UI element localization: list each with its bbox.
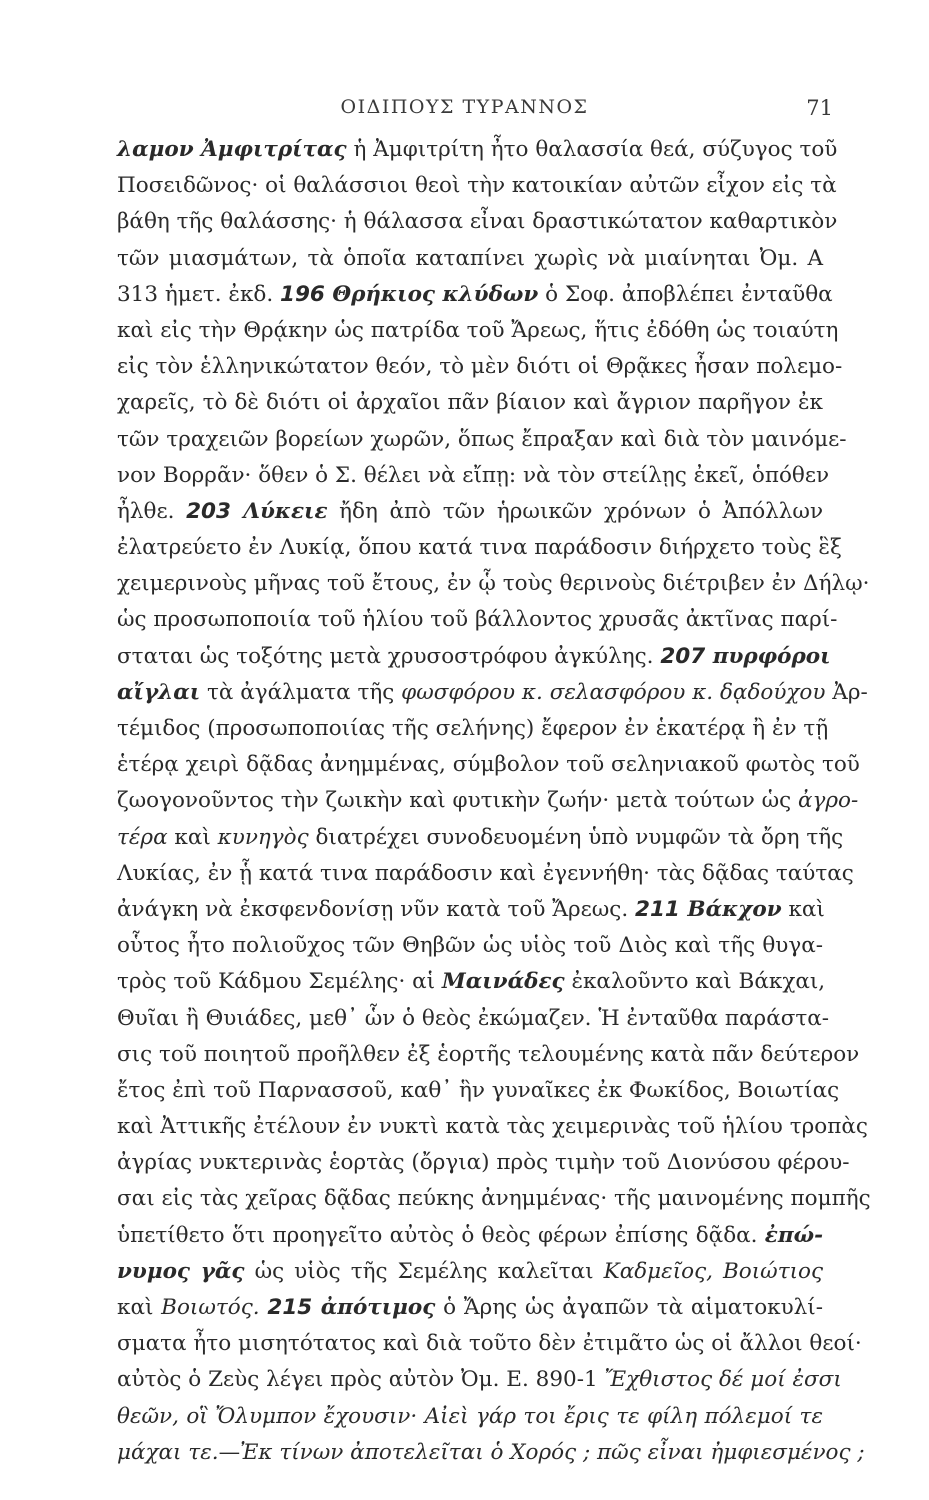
text-segment: ἑτέρᾳ χειρὶ δᾷδας ἀνημμένας, σύμβολον τοῦ σεληνιακοῦ φωτὸς τοῦ bbox=[117, 752, 860, 778]
text-segment: ἔτος ἐπὶ τοῦ Παρνασσοῦ, καθ᾽ ἣν γυναῖκες ἐκ Φωκίδος, Βοιωτίας bbox=[117, 1077, 840, 1103]
text-line bbox=[117, 1218, 823, 1254]
text-segment: βάθη τῆς θαλάσσης· ἡ θάλασσα εἶναι δραστικώτατον καθαρτικὸν bbox=[117, 209, 838, 235]
text-segment: καὶ bbox=[167, 824, 218, 850]
text-segment: αὐτὸς ὁ Ζεὺς λέγει πρὸς αὐτὸν Ὀμ. Ε. 890-1 bbox=[117, 1367, 605, 1393]
text-line bbox=[117, 1326, 862, 1362]
text-line bbox=[117, 494, 823, 530]
verse-number: 196 bbox=[280, 281, 325, 307]
lemma: Λύκειε bbox=[230, 498, 328, 524]
text-line bbox=[117, 856, 854, 892]
text-segment: ἐκαλοῦντο καὶ Βάκχαι, bbox=[564, 969, 826, 995]
text-line bbox=[117, 1399, 823, 1435]
text-segment: διατρέχει συνοδευομένη ὑπὸ νυμφῶν τὰ ὄρη τῆς bbox=[308, 824, 844, 850]
commentary-text bbox=[117, 132, 871, 1471]
text-segment: χαρεῖς, τὸ δὲ διότι οἱ ἀρχαῖοι πᾶν βίαιον καὶ ἄγριον παρῆγον ἐκ bbox=[117, 390, 823, 416]
running-head bbox=[0, 96, 929, 126]
text-segment: ὑπετίθετο ὅτι προηγεῖτο αὐτὸς ὁ θεὸς φέρων ἐπίσης δᾷδα. bbox=[117, 1222, 765, 1248]
text-line bbox=[117, 602, 838, 638]
text-line bbox=[117, 1145, 850, 1181]
text-line bbox=[117, 1073, 840, 1109]
text-line bbox=[117, 892, 823, 928]
text-segment: τέμιδος (προσωποποιίας τῆς σελήνης) ἔφερον ἐν ἑκατέρᾳ ἢ ἐν τῇ bbox=[117, 716, 829, 741]
text-line bbox=[117, 422, 847, 458]
text-segment: — bbox=[218, 1439, 241, 1465]
text-line bbox=[117, 241, 823, 277]
text-segment: ἀνάγκη νὰ ἐκσφενδονίσῃ νῦν κατὰ τοῦ Ἄρεως. bbox=[117, 896, 636, 922]
text-line bbox=[117, 783, 859, 819]
verse-number: 211 bbox=[635, 896, 680, 922]
text-line bbox=[117, 1109, 868, 1145]
text-line bbox=[117, 349, 843, 385]
text-line bbox=[117, 385, 823, 421]
text-segment: τῶν μιασμάτων, τὰ ὁποῖα καταπίνει χωρὶς νὰ μιαίνηται Ὀμ. Α bbox=[117, 245, 823, 271]
text-segment: καὶ bbox=[117, 1295, 162, 1320]
text-segment: Θυῖαι ἢ Θυιάδες, μεθ᾽ ὧν ὁ θεὸς ἐκώμαζεν. Ἡ ἐνταῦθα παράστα- bbox=[117, 1005, 830, 1031]
text-line bbox=[117, 711, 829, 747]
lemma: Βάκχον bbox=[679, 896, 782, 922]
verse-number: 215 bbox=[267, 1295, 313, 1320]
text-segment: 313 ἡμετ. ἐκδ. bbox=[117, 281, 281, 307]
text-segment: ὁ Ἄρης ὡς ἀγαπῶν τὰ αἱματοκυλί- bbox=[435, 1295, 823, 1320]
lemma: αἴγλαι bbox=[117, 679, 201, 705]
italic-text: Ἐκ τίνων ἀποτελεῖται ὁ Χορός ; πῶς εἶναι ἠμφιεσμένος ; bbox=[240, 1439, 865, 1465]
text-line bbox=[117, 1037, 860, 1073]
text-line bbox=[117, 313, 839, 349]
text-line bbox=[117, 566, 870, 602]
italic-text: Καδμεῖος, Βοιώτιος bbox=[603, 1258, 823, 1284]
lemma: πυρφόροι bbox=[705, 643, 831, 669]
text-line bbox=[117, 530, 842, 566]
text-segment: νον Βορρᾶν· ὅθεν ὁ Σ. θέλει νὰ εἴπῃ: νὰ τὸν στείλῃς ἐκεῖ, ὁπόθεν bbox=[117, 462, 830, 488]
text-segment: σις τοῦ ποιητοῦ προῆλθεν ἐξ ἑορτῆς τελουμένης κατὰ πᾶν δεύτερον bbox=[117, 1041, 860, 1067]
text-segment: σματα ἦτο μισητότατος καὶ διὰ τοῦτο δὲν ἐτιμᾶτο ὡς οἱ ἄλλοι θεοί· bbox=[117, 1331, 862, 1357]
text-line bbox=[117, 1362, 842, 1398]
text-line bbox=[117, 204, 838, 240]
text-segment: ἀγρίας νυκτερινὰς ἑορτὰς (ὄργια) πρὸς τιμὴν τοῦ Διονύσου φέρου- bbox=[117, 1150, 850, 1176]
text-segment: τρὸς τοῦ Κάδμου Σεμέλης· αἱ bbox=[117, 969, 442, 995]
running-title: ΟΙΔΙΠΟΥΣ ΤΥΡΑΝΝΟΣ bbox=[340, 96, 589, 118]
text-segment: ἤδη ἀπὸ τῶν ἡρωικῶν χρόνων ὁ Ἀπόλλων bbox=[327, 498, 824, 524]
text-line bbox=[117, 1254, 823, 1290]
italic-text: Ἔχθιστος δέ μοί ἐσσι bbox=[604, 1367, 842, 1393]
italic-text: τέρα bbox=[117, 824, 168, 850]
lemma: ἐπώ- bbox=[764, 1222, 823, 1248]
italic-text: ἀγρο- bbox=[798, 788, 859, 814]
italic-text: Βοιωτός. bbox=[161, 1295, 260, 1320]
text-segment: Ποσειδῶνος· οἱ θαλάσσιοι θεοὶ τὴν κατοικίαν αὐτῶν εἶχον εἰς τὰ bbox=[117, 173, 837, 199]
lemma: νυμος γᾶς bbox=[117, 1258, 245, 1284]
text-segment: ὡς υἱὸς τῆς Σεμέλης καλεῖται bbox=[244, 1258, 604, 1284]
text-segment: Ἀρ- bbox=[825, 679, 868, 705]
text-line bbox=[117, 639, 831, 675]
text-line bbox=[117, 928, 823, 964]
text-segment: καὶ bbox=[781, 896, 825, 922]
text-line bbox=[117, 1290, 823, 1326]
text-line bbox=[117, 820, 844, 856]
text-line bbox=[117, 458, 830, 494]
lemma: λαμον Ἀμφιτρίτας bbox=[117, 137, 347, 162]
verse-number: 203 bbox=[186, 498, 231, 524]
text-line bbox=[117, 964, 826, 1000]
text-segment: εἰς τὸν ἑλληνικώτατον θεόν, τὸ μὲν διότι οἱ Θρᾷκες ἦσαν πολεμο- bbox=[117, 354, 843, 380]
italic-text: κυνηγὸς bbox=[217, 824, 309, 850]
text-segment: τῶν τραχειῶν βορείων χωρῶν, ὅπως ἔπραξαν καὶ διὰ τὸν μαινόμε- bbox=[117, 426, 847, 452]
text-segment: τὰ ἀγάλματα τῆς bbox=[200, 679, 402, 705]
verse-number: 207 bbox=[660, 643, 706, 669]
lemma: Θρήκιος κλύδων bbox=[324, 281, 539, 307]
text-line bbox=[117, 168, 837, 204]
text-segment: χειμερινοὺς μῆνας τοῦ ἔτους, ἐν ᾧ τοὺς θερινοὺς διέτριβεν ἐν Δήλῳ· bbox=[117, 571, 870, 597]
lemma: Μαινάδες bbox=[441, 969, 565, 995]
text-segment: ἡ Ἀμφιτρίτη ἦτο θαλασσία θεά, σύζυγος τοῦ bbox=[346, 137, 838, 162]
text-segment: καὶ εἰς τὴν Θρᾴκην ὡς πατρίδα τοῦ Ἄρεως, ἥτις ἐδόθη ὡς τοιαύτη bbox=[117, 317, 839, 343]
text-segment: ζωογονοῦντος τὴν ζωικὴν καὶ φυτικὴν ζωήν· μετὰ τούτων ὡς bbox=[117, 788, 799, 814]
text-segment: σαι εἰς τὰς χεῖρας δᾷδας πεύκης ἀνημμένας· τῆς μαινομένης πομπῆς bbox=[117, 1186, 871, 1212]
italic-text: θεῶν, οἳ Ὄλυμπον ἔχουσιν· Αἰεὶ γάρ τοι ἔρις τε φίλη πόλεμοί τε bbox=[117, 1403, 823, 1429]
lemma: ἀπότιμος bbox=[312, 1295, 436, 1320]
text-segment: οὗτος ἦτο πολιοῦχος τῶν Θηβῶν ὡς υἱὸς τοῦ Διὸς καὶ τῆς θυγα- bbox=[117, 933, 823, 959]
text-line bbox=[117, 132, 838, 168]
italic-text: μάχαι τε. bbox=[117, 1439, 219, 1465]
italic-text: φωσφόρου κ. σελασφόρου κ. δᾳδούχου bbox=[401, 679, 826, 705]
text-segment: ὁ Σοφ. ἀποβλέπει ἐνταῦθα bbox=[538, 281, 833, 307]
text-line bbox=[117, 1001, 830, 1037]
text-line bbox=[117, 1435, 865, 1471]
text-line bbox=[117, 277, 833, 313]
text-segment: ἐλατρεύετο ἐν Λυκίᾳ, ὅπου κατά τινα παράδοσιν διήρχετο τοὺς ἓξ bbox=[117, 535, 842, 561]
text-segment: ὡς προσωποποιία τοῦ ἡλίου τοῦ βάλλοντος χρυσᾶς ἀκτῖνας παρί- bbox=[117, 607, 838, 633]
text-segment: Λυκίας, ἐν ᾗ κατά τινα παράδοσιν καὶ ἐγεννήθη· τὰς δᾷδας ταύτας bbox=[117, 860, 854, 886]
text-line bbox=[117, 675, 868, 711]
text-segment: καὶ Ἀττικῆς ἐτέλουν ἐν νυκτὶ κατὰ τὰς χειμερινὰς τοῦ ἡλίου τροπὰς bbox=[117, 1114, 868, 1140]
text-line bbox=[117, 1181, 871, 1217]
page-number: 71 bbox=[806, 96, 833, 120]
text-segment: σταται ὡς τοξότης μετὰ χρυσοστρόφου ἀγκύλης. bbox=[117, 643, 661, 669]
text-segment: ἦλθε. bbox=[117, 498, 187, 524]
text-line bbox=[117, 747, 860, 783]
